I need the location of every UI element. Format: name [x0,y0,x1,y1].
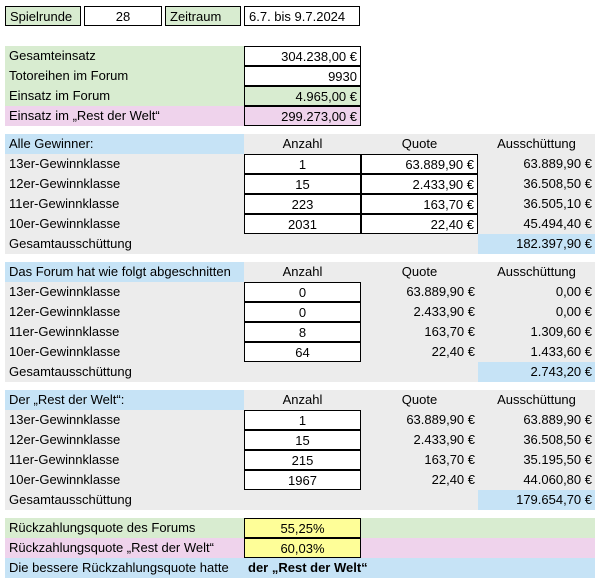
section-title: Alle Gewinner: [5,134,244,154]
total-value: 179.654,70 € [478,490,595,510]
table-row [0,154,597,174]
anzahl-cell[interactable]: 15 [244,430,361,450]
zeitraum-value[interactable]: 6.7. bis 9.7.2024 [244,6,360,26]
ausschuettung-cell: 1.309,60 € [478,322,595,342]
column-ausschuettung-header: Ausschüttung [478,390,595,410]
total-label: Gesamtausschüttung [5,362,478,382]
anzahl-cell[interactable]: 0 [244,302,361,322]
anzahl-cell[interactable]: 0 [244,282,361,302]
klasse-label: 10er-Gewinnklasse [5,214,244,234]
totoreihen-row [0,66,597,86]
table-row [0,282,597,302]
section-rest-header [0,390,597,410]
anzahl-cell[interactable]: 15 [244,174,361,194]
quote-rest-value: 60,03% [244,538,361,558]
einsatz-rest-value[interactable]: 299.273,00 € [244,106,361,126]
table-row [0,450,597,470]
total-row [0,234,597,254]
klasse-label: 10er-Gewinnklasse [5,342,244,362]
ausschuettung-cell: 36.505,10 € [478,194,595,214]
better-quote-label: Die bessere Rückzahlungsquote hatte [5,558,244,578]
klasse-label: 11er-Gewinnklasse [5,322,244,342]
quote-cell[interactable]: 63.889,90 € [361,154,478,174]
klasse-label: 13er-Gewinnklasse [5,154,244,174]
einsatz-rest-row [0,106,597,126]
ausschuettung-cell: 45.494,40 € [478,214,595,234]
klasse-label: 13er-Gewinnklasse [5,410,244,430]
table-row [0,194,597,214]
totoreihen-label: Totoreihen im Forum [5,66,244,86]
quote-rest-label: Rückzahlungsquote „Rest der Welt“ [5,538,244,558]
total-value: 182.397,90 € [478,234,595,254]
ausschuettung-cell: 0,00 € [478,282,595,302]
anzahl-cell[interactable]: 1 [244,410,361,430]
klasse-label: 12er-Gewinnklasse [5,174,244,194]
total-label: Gesamtausschüttung [5,234,478,254]
better-quote-row [0,558,597,578]
column-ausschuettung-header: Ausschüttung [478,134,595,154]
column-anzahl-header: Anzahl [244,134,361,154]
klasse-label: 13er-Gewinnklasse [5,282,244,302]
einsatz-forum-label: Einsatz im Forum [5,86,244,106]
gesamteinsatz-label: Gesamteinsatz [5,46,244,66]
better-quote-value: der „Rest der Welt“ [244,558,595,578]
klasse-label: 12er-Gewinnklasse [5,430,244,450]
klasse-label: 12er-Gewinnklasse [5,302,244,322]
ausschuettung-cell: 35.195,50 € [478,450,595,470]
totoreihen-value[interactable]: 9930 [244,66,361,86]
klasse-label: 11er-Gewinnklasse [5,194,244,214]
column-quote-header: Quote [361,262,478,282]
quote-forum-fill [361,518,595,538]
section-alle-header [0,134,597,154]
anzahl-cell[interactable]: 8 [244,322,361,342]
column-quote-header: Quote [361,390,478,410]
quote-forum-row [0,518,597,538]
ausschuettung-cell: 44.060,80 € [478,470,595,490]
quote-rest-row [0,538,597,558]
quote-cell: 22,40 € [361,470,478,490]
klasse-label: 10er-Gewinnklasse [5,470,244,490]
total-label: Gesamtausschüttung [5,490,478,510]
quote-cell[interactable]: 163,70 € [361,194,478,214]
column-anzahl-header: Anzahl [244,390,361,410]
quote-cell[interactable]: 2.433,90 € [361,174,478,194]
table-row [0,322,597,342]
ausschuettung-cell: 36.508,50 € [478,430,595,450]
quote-cell: 2.433,90 € [361,302,478,322]
gesamteinsatz-row [0,46,597,66]
column-quote-header: Quote [361,134,478,154]
quote-cell: 63.889,90 € [361,282,478,302]
quote-forum-label: Rückzahlungsquote des Forums [5,518,244,538]
table-row [0,214,597,234]
quote-cell: 163,70 € [361,450,478,470]
quote-cell[interactable]: 22,40 € [361,214,478,234]
table-row [0,470,597,490]
spielrunde-label: Spielrunde [5,6,81,26]
anzahl-cell[interactable]: 215 [244,450,361,470]
quote-cell: 2.433,90 € [361,430,478,450]
table-row [0,302,597,322]
ausschuettung-cell: 36.508,50 € [478,174,595,194]
header-row [0,6,597,26]
klasse-label: 11er-Gewinnklasse [5,450,244,470]
column-anzahl-header: Anzahl [244,262,361,282]
ausschuettung-cell: 63.889,90 € [478,410,595,430]
ausschuettung-cell: 0,00 € [478,302,595,322]
quote-cell: 163,70 € [361,322,478,342]
einsatz-forum-value[interactable]: 4.965,00 € [244,86,361,106]
einsatz-forum-row [0,86,597,106]
table-row [0,342,597,362]
ausschuettung-cell: 63.889,90 € [478,154,595,174]
total-row [0,362,597,382]
anzahl-cell[interactable]: 223 [244,194,361,214]
ausschuettung-cell: 1.433,60 € [478,342,595,362]
table-row [0,410,597,430]
zeitraum-label: Zeitraum [165,6,241,26]
anzahl-cell[interactable]: 1967 [244,470,361,490]
total-value: 2.743,20 € [478,362,595,382]
einsatz-rest-label: Einsatz im „Rest der Welt“ [5,106,244,126]
column-ausschuettung-header: Ausschüttung [478,262,595,282]
anzahl-cell[interactable]: 2031 [244,214,361,234]
section-title: Der „Rest der Welt“: [5,390,244,410]
total-row [0,490,597,510]
section-forum-header [0,262,597,282]
table-row [0,174,597,194]
anzahl-cell[interactable]: 1 [244,154,361,174]
quote-cell: 63.889,90 € [361,410,478,430]
anzahl-cell[interactable]: 64 [244,342,361,362]
section-title: Das Forum hat wie folgt abgeschnitten [5,262,244,282]
spielrunde-value[interactable]: 28 [84,6,162,26]
quote-rest-fill [361,538,595,558]
quote-forum-value: 55,25% [244,518,361,538]
table-row [0,430,597,450]
quote-cell: 22,40 € [361,342,478,362]
gesamteinsatz-value[interactable]: 304.238,00 € [244,46,361,66]
